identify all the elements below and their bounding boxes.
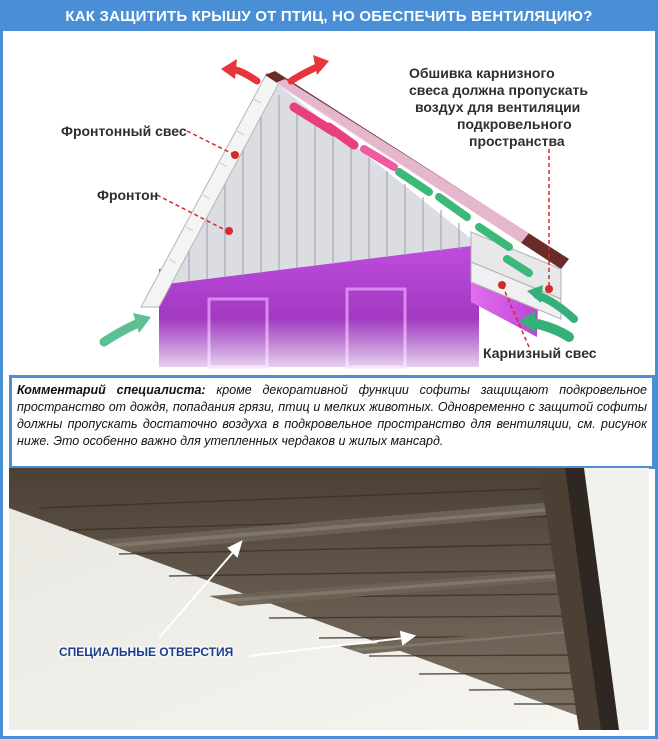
soffit-note-line: пространства [469,133,565,149]
label-gable: Фронтон [97,187,159,203]
soffit-illustration [9,468,649,730]
soffit-note-line: свеса должна пропускать [409,82,588,98]
label-soffit-note [409,65,599,150]
comment-lead: Комментарий специалиста: [17,383,206,397]
label-eave-overhang: Карнизный свес [483,345,597,361]
soffit-note-line: воздух для вентиляции [415,99,581,115]
roof-diagram [9,37,649,371]
special-openings-label: СПЕЦИАЛЬНЫЕ ОТВЕРСТИЯ [59,645,234,659]
page-title: КАК ЗАЩИТИТЬ КРЫШУ ОТ ПТИЦ, НО ОБЕСПЕЧИТЬ ВЕНТИЛЯЦИЮ? [3,3,655,31]
soffit-note-line: Обшивка карнизного [409,65,555,81]
comment-text: кроме декоративной функции софиты защищают подкровельное пространство от дождя, попадания грязи, птиц и мелких животных. Одновременно с защитой софиты должны пропускать достаточно воздуха в подкровельное пространство для вентиляции, см. рисунок ниже. Это особенно важно для утепленных чердаков и жилых мансард. [17,383,648,448]
soffit-note-line: подкровельного [457,116,572,132]
expert-comment [9,375,655,469]
label-gable-overhang: Фронтонный свес [61,123,187,139]
soffit-photo [9,468,649,730]
